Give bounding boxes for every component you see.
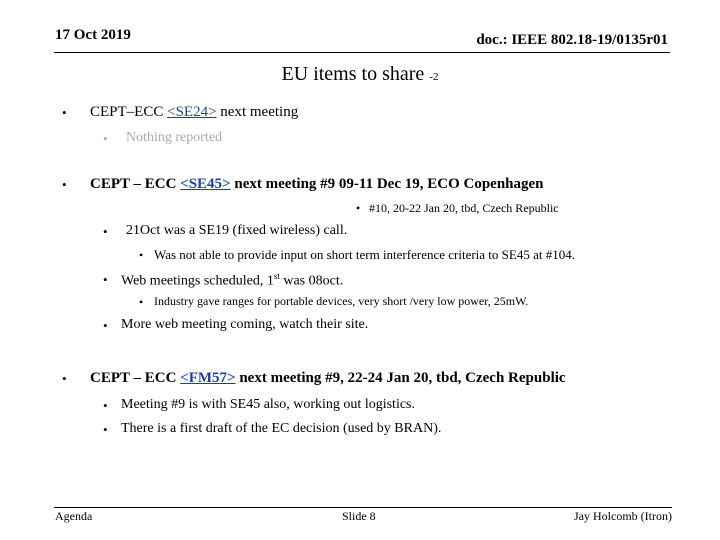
slide-number: Slide 8 bbox=[342, 509, 376, 523]
item-b-sub0: #10, 20-22 Jan 20, tbd, Czech Republic bbox=[369, 201, 559, 215]
bullet-b: • bbox=[62, 177, 67, 192]
item-b-sub2 bbox=[121, 271, 343, 290]
item-a-sub: Nothing reported bbox=[126, 130, 223, 145]
bullet-b-sub1: • bbox=[103, 224, 108, 239]
bullet-a-sub: • bbox=[103, 131, 108, 146]
bullet-c-sub2: • bbox=[103, 422, 108, 437]
bullet-b-sub2a: • bbox=[139, 295, 144, 309]
item-b-suffix: next meeting #9 09-11 Dec 19, ECO Copenhagen bbox=[230, 176, 544, 192]
footer-author: Jay Holcomb (Itron) bbox=[574, 509, 672, 523]
bullet-c: • bbox=[62, 371, 67, 386]
slide-title bbox=[0, 63, 720, 86]
item-a-suffix: next meeting bbox=[216, 104, 299, 120]
item-b-sub2a: Industry gave ranges for portable devices, very short /very low power, 25mW. bbox=[154, 294, 529, 308]
header-doc-id: doc.: IEEE 802.18-19/0135r01 bbox=[476, 32, 668, 48]
item-b-text bbox=[90, 176, 544, 193]
bullet-b-sub2: • bbox=[103, 272, 108, 287]
item-c-text bbox=[90, 370, 566, 387]
fm57-link[interactable]: <FM57> bbox=[180, 370, 236, 386]
header-date: 17 Oct 2019 bbox=[55, 27, 131, 43]
header-rule bbox=[54, 52, 670, 53]
item-a-text bbox=[90, 104, 298, 121]
item-c-sub2: There is a first draft of the EC decision (used by BRAN). bbox=[121, 421, 442, 436]
item-b-sub3: More web meeting coming, watch their site. bbox=[121, 317, 369, 332]
se45-link[interactable]: <SE45> bbox=[180, 176, 231, 192]
item-b-prefix: CEPT – ECC bbox=[90, 176, 181, 192]
bullet-b-sub3: • bbox=[103, 318, 108, 333]
bullet-b-sub0: • bbox=[356, 201, 361, 215]
item-c-sub1: Meeting #9 is with SE45 also, working out logistics. bbox=[121, 397, 415, 412]
item-a-prefix: CEPT–ECC bbox=[90, 104, 168, 120]
item-b-sub2-sup: st bbox=[273, 271, 280, 281]
item-c-prefix: CEPT – ECC bbox=[90, 370, 181, 386]
item-c-suffix: next meeting #9, 22-24 Jan 20, tbd, Czech Republic bbox=[235, 370, 566, 386]
item-b-sub1: 21Oct was a SE19 (fixed wireless) call. bbox=[126, 223, 348, 238]
item-b-sub2-prefix: Web meetings scheduled, 1 bbox=[121, 273, 274, 289]
bullet-b-sub1a: • bbox=[139, 248, 144, 262]
item-b-sub1a: Was not able to provide input on short term interference criteria to SE45 at #104. bbox=[154, 247, 575, 262]
se24-link[interactable]: <SE24> bbox=[167, 104, 217, 120]
footer-rule bbox=[54, 507, 672, 508]
bullet-a: • bbox=[62, 105, 67, 120]
bullet-c-sub1: • bbox=[103, 398, 108, 413]
slide-title-main: EU items to share bbox=[281, 63, 425, 85]
slide-title-suffix: -2 bbox=[429, 71, 439, 83]
footer-left: Agenda bbox=[55, 509, 93, 523]
item-b-sub2-suffix: was 08oct. bbox=[279, 273, 344, 289]
